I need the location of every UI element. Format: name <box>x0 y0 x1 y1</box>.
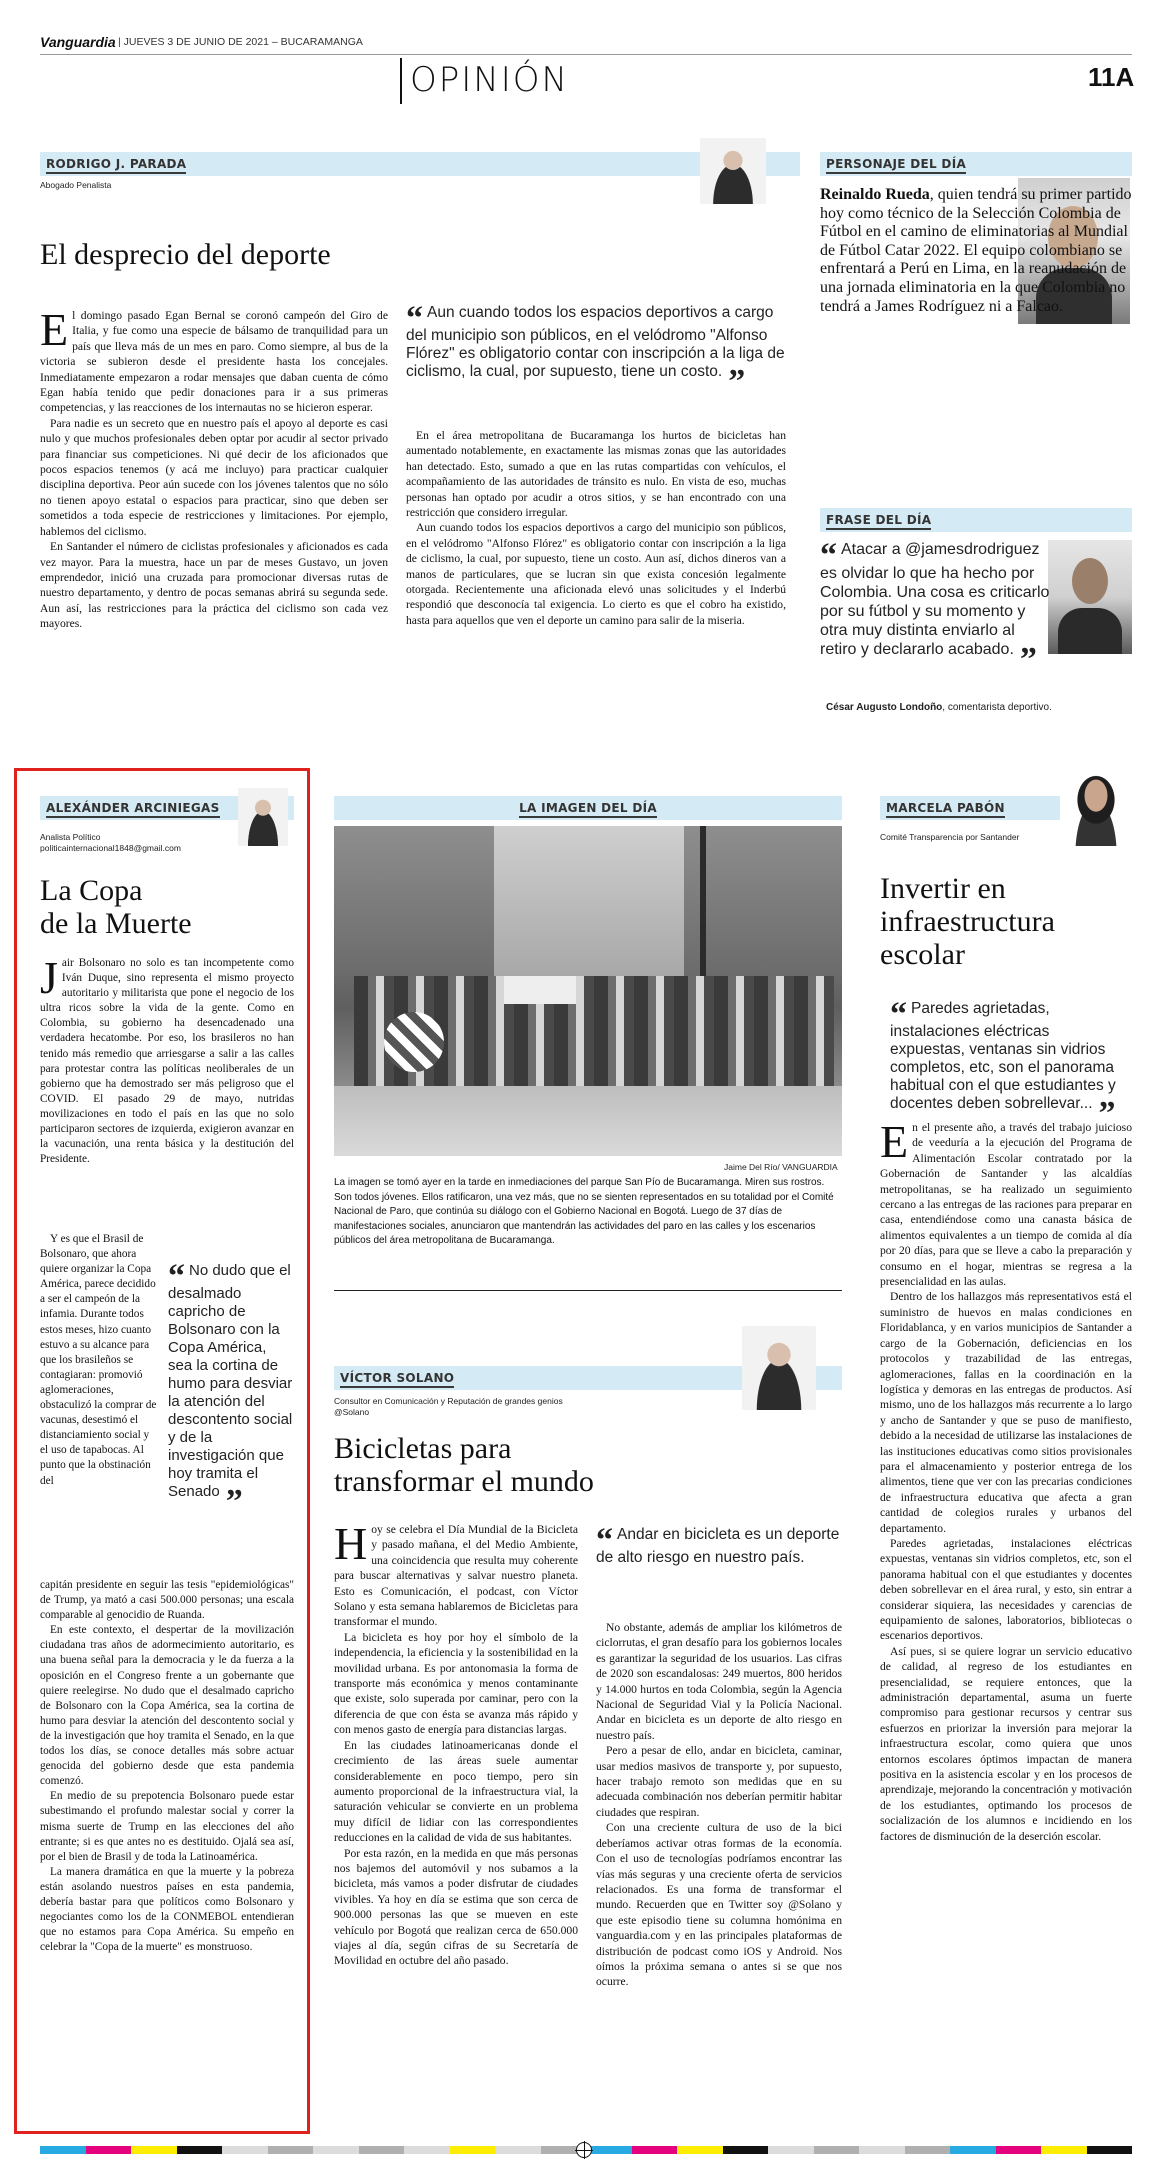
author-role: Analista Político <box>40 832 101 842</box>
pull-quote: “ Paredes agrietadas, instalaciones eléctricas expuestas, ventanas sin vidrios completos, etc, son el panorama habitual con el que estudiantes y docentes deben sobrellevar... ” <box>890 996 1116 1132</box>
drop-cap: E <box>40 304 69 355</box>
pull-quote: “ Aun cuando todos los espacios deportivos a cargo del municipio son públicos, en el velódromo "Alfonso Flórez" es obligatorio contar con inscripción a la liga de ciclismo, la cual, por supuesto, tiene un costo. ” <box>406 300 785 400</box>
author-tag: MARCELA PABÓN <box>880 796 1132 820</box>
author-avatar <box>238 788 288 846</box>
author-tag: RODRIGO J. PARADA <box>40 152 800 176</box>
article-body: El domingo pasado Egan Bernal se coronó campeón del Giro de Italia, y fue como una especie de bálsamo de tranquilidad para un país que lleva más de un mes en paro. Como siempre, al bus de la victoria se subieron desde el presidente hasta los concejales. Inmediatamente empezaron a rodar mensajes que daban cuenta de cómo Egan había tenido que pedir donaciones para ir a sus primeras competencias, y las reacciones de los internautas no se hicieron esperar. Para nadie es un secreto que en nuestro país el apoyo al deporte es casi nulo y que muchos profesionales deben optar por acudir al sector privado para financiar sus competiciones. Ni qué decir de los aficionados que pocos espacios tenemos (y acá me incluyo) para practicar cualquier disciplina deportiva. Peor aún sucede con los jóvenes talentos que no sólo no tienen apoyo estatal o espacios para practicar, sino que deben ser sometidos a toda especie de restricciones y limitaciones. Por ejemplo, hablemos del ciclismo. En Santander el número de ciclistas profesionales y aficionados es cada vez mayor. Para la muestra, hace un par de meses Gustavo, un joven emprendedor, inició una cruzada para promocionar diversas rutas de nuestro departamento, y dentro de pocas semanas abrirá su segunda sede. Aun así, las restricciones para la práctica del ciclismo son cada vez mayores. <box>40 304 388 631</box>
article-headline: Bicicletas para transformar el mundo <box>334 1432 594 1498</box>
open-quote-icon: “ <box>596 1522 613 1559</box>
drop-cap: J <box>40 952 58 1003</box>
author-role: Comité Transparencia por Santander <box>880 832 1020 842</box>
personaje-tag: PERSONAJE DEL DÍA <box>820 152 1132 176</box>
open-quote-icon: “ <box>168 1258 185 1295</box>
article-headline: La Copa de la Muerte <box>40 874 192 940</box>
frase-quote: “ Atacar a @jamesdrodriguez es olvidar lo que ha hecho por Colombia. Una cosa es criticarlo por su fútbol y su momento y otra muy distinta enviarlo al retiro y declararlo acabado. ” <box>820 537 1050 678</box>
pull-quote: “ No dudo que el desalmado capricho de Bolsonaro con la Copa América, sea la cortina de humo para desviar la atención del descontento social y de la investigación que hoy tramita el Senado ” <box>168 1258 293 1520</box>
article-body-continued: En el área metropolitana de Bucaramanga los hurtos de bicicletas han aumentado notablemente, en exactamente las mismas zonas que las autoridades han detectado. Esto, sumado a que en las rutas compartidas con vehículos, el acompañamiento de las autoridades de tránsito es nulo. En vista de eso, muchas personas han optado por acudir a otros sitios, y se han encontrado con una restricción que considero irregular. Aun cuando todos los espacios deportivos a cargo del municipio son públicos, en el velódromo "Alfonso Flórez" es obligatorio contar con inscripción a la liga de ciclismo, la cual, por supuesto, tiene un costo. Aun así, dichos dineros van a manos de particulares, que se lucran sin que exista concesión legalmente otorgada. Recientemente una aficionada elevó unas solicitudes y el Inderbú respondió que desconocía tal exigencia. Lo cierto es que el cobro ha existido, hasta para aquellos que ven el deporte un camino para salir de la miseria. <box>406 429 786 627</box>
close-quote-icon: ” <box>728 363 746 400</box>
author-tag: ALEXÁNDER ARCINIEGAS <box>40 796 294 820</box>
article-headline: Invertir en infraestructura escolar <box>880 872 1055 971</box>
drop-cap: H <box>334 1518 368 1569</box>
article-body: En el presente año, a través del trabajo juicioso de veeduría a la ejecución del Programa de Alimentación Escolar contratado por la Gobernación de Santander y las alcaldías metropolitanas, se ha realizado un seguimiento cercano a las entregas de las raciones para preparar en casa, entendiéndose como una canasta básica de alimentos equivalentes a un tiempo de comida al día por 20 días, para que se lleve a cabo la preparación y consumo en el hogar, mientras se regresa a la presencialidad en las aulas. Dentro de los hallazgos más representativos está el suministro de huevos en malas condiciones en Floridablanca, y en varios municipios de Santander a cargo de la Gobernación, deficiencias en los protocolos y trazabilidad de las entregas, aglomeraciones, fallas en la coordinación en la logística y demoras en las entregas de productos. Así mismo, uno de los hallazgos más recurrente a lo largo y ancho de Santander y que se puso de manifiesto, debido a la necesidad de utilizarse las instalaciones de las instituciones educativas como sitios provisionales para el almacenamiento y posterior entrega de los alimentos, tiene que ver con las precarias condiciones de infraestructura educativa que afecta a gran cantidad de colegios rurales y urbanos del departamento. Paredes agrietadas, instalaciones eléctricas expuestas, ventanas sin vidrios completos, etc, son el panorama habitual con el que estudiantes y docentes deben sobrellevar en el área rural, y esto, sin entrar a considerar siquiera, las necesidades y carencias de equipamiento de salones, laboratorios, bibliotecas o escenarios deportivos. Así pues, si se quiere lograr un servicio educativo de calidad, al regreso de los estudiantes en presencialidad, se requiere entonces, que la administración departamental, asuma un fuerte compromiso para gestionar recursos y centrar sus esfuerzos en priorizar la inversión para mejorar la infraestructura escolar, como quiera que unos entornos escolares óptimos impactan de manera positiva en la asistencia escolar y en los procesos de aprendizaje, mejorando la concentración y motivación de los estudiantes, optimando los procesos de socialización de los alumnos e incidiendo en los factores de disminución de la deserción escolar. <box>880 1116 1132 1843</box>
open-quote-icon: “ <box>890 996 907 1033</box>
personaje-name: Reinaldo Rueda <box>820 186 930 203</box>
close-quote-icon: ” <box>1019 641 1037 678</box>
article-body: Jair Bolsonaro no solo es tan incompetente como Iván Duque, sino representa el mismo proyecto autoritario y militarista que pone el negocio de los ultra ricos sobre la vida de la gente. Como en Colombia, su gobierno ha desencadenado una verdadera hecatombe. Por eso, los brasileros no han tenido más remedio que arriesgarse a salir a las calles para protestar contra las políticas neoliberales de un gobierno que ha demostrado ser más peligroso que el COVID. El pasado 29 de mayo, nutridas movilizaciones en todo el país en las que no solo participaron sectores de izquierda, exigieron avanzar en la vacunación, una renta básica y la destitución del Presidente. <box>40 952 294 1166</box>
author-role: Consultor en Comunicación y Reputación de grandes genios <box>334 1396 563 1406</box>
article-body-continued: capitán presidente en seguir las tesis "epidemiológicas" de Trump, ya mató a casi 500.000 personas; una escala comparable al genocidio de Ruanda. En este contexto, el despertar de la movilización ciudadana tras años de adormecimiento autoritario, es una buena señal para la democracia y le da fuerza a la oposición en el Congreso frente a un gobernante que quiere reelegirse. No dudo que el desalmado capricho de Bolsonaro con la Copa América, sea la cortina de humo para desviar la atención del descontento social y de la investigación que hoy tramita el Senado, en la que todos los días, se conoce detalles más sobre actuar genocida del gobierno desde que esta pandemia comenzó. En medio de su prepotencia Bolsonaro puede estar subestimando el profundo malestar social y correr la misma suerte de Trump en las elecciones del año entrante; si es que antes no es destituido. Ojalá sea así, por el bien de Brasil y de toda la Latinoamérica. La manera dramática en que la muerte y la pobreza están asolando nuestros países en esta pandemia, debería bastar para que políticos como Bolsonaro y negociantes como los de la CONMEBOL entendieran que no estamos para Copa América. Su empeño en celebrar la "Copa de la muerte" es monstruoso. <box>40 1579 294 1954</box>
frase-author: César Augusto Londoño, comentarista deportivo. <box>826 702 1052 713</box>
imagen-tag: LA IMAGEN DEL DÍA <box>334 796 842 820</box>
article-body: Hoy se celebra el Día Mundial de la Bicicleta y pasado mañana, el del Medio Ambiente, una coincidencia que resulta muy coherente para buscar alternativas y salvar nuestro planeta. Esto es Comunicación, el podcast, con Víctor Solano y esta semana hablaremos de Bicicletas para transformar el mundo. La bicicleta es hoy por hoy el símbolo de la independencia, la eficiencia y la sostenibilidad en la movilidad urbana. Es por antonomasia la forma de transporte más económica y menos contaminante que existe, solo superada por caminar, pero con la diferencia de que con ésta se avanza más rápido y con menos gasto de energía para distancias largas. En las ciudades latinoamericanas donde el crecimiento de las áreas suele aumentar considerablemente en poco tiempo, pero sin aumento proporcional de la infraestructura vial, la saturación vehicular se convierte en un problema muy difícil de lidiar con las correspondientes reducciones en la calidad de vida de sus habitantes. Por esta razón, en la medida en que más personas nos bajemos del automóvil y nos subamos a la bicicleta, más vamos a poder disfrutar de ciudades vivibles. Ya hoy en día se estima que son cerca de 900.000 personas las que se mueven en este vehículo por Bogotá que realizan cerca de 650.000 viajes al día, según cifras de su Secretaría de Movilidad en octubre del año pasado. <box>334 1518 578 1968</box>
personaje-text: Reinaldo Rueda, quien tendrá su primer partido hoy como técnico de la Selección Colombia de Fútbol en el camino de eliminatorias al Mundial de Fútbol Catar 2022. El equipo colombiano se enfrentará a Perú en Lima, en la reanudación de una jornada eliminatoria en la que Colombia no tendrá a James Rodríguez ni a Falcao. <box>820 186 1132 315</box>
photo-credit: Jaime Del Río/ VANGUARDIA <box>724 1162 838 1172</box>
author-email: politicainternacional1848@gmail.com <box>40 843 181 853</box>
protest-photo <box>334 826 842 1156</box>
section-rule <box>334 1290 842 1291</box>
author-avatar <box>742 1326 816 1410</box>
frase-photo <box>1048 540 1132 654</box>
photo-caption: La imagen se tomó ayer en la tarde en inmediaciones del parque San Pío de Bucaramanga. Miren sus rostros. Son todos jóvenes. Ellos ratificaron, una vez más, que no se sienten representados en su totalidad por el Comité Nacional de Paro, que continúa su diálogo con el Gobierno Nacional en Bogotá. Luego de 37 días de manifestaciones sociales, anunciaron que mantendrán las actividades del paro en las calles y los escenarios públicos del área metropolitana de Bucaramanga. <box>334 1177 834 1246</box>
section-divider <box>400 58 402 104</box>
author-handle: @Solano <box>334 1407 370 1417</box>
author-avatar <box>1060 762 1132 846</box>
article-body-continued: No obstante, además de ampliar los kilómetros de ciclorrutas, el gran desafío para los gobiernos locales es garantizar la seguridad de los usuarios. Las cifras de 2020 son escandalosas: 249 muertos, 800 heridos y 14.000 hurtos en toda Colombia, según la Agencia Nacional de Seguridad Vial y la Policía Nacional. Andar en bicicleta es un deporte de alto riesgo en nuestro país. Pero a pesar de ello, andar en bicicleta, caminar, usar medios masivos de transporte y, por supuesto, hacer trabajo remoto son medidas que en su adecuada combinación nos deberían permitir habitar ciudades que respiran. Con una creciente cultura de uso de la bici deberíamos activar otras formas de la economía. Con el uso de tecnologías podríamos encontrar las vías más seguras y una creciente oferta de servicios relacionados. Es una forma de transformar el mundo. Recuerden que en Twitter soy @Solano y que este episodio tiene su columna homónima en vanguardia.com y en las principales plataformas de distribución de podcast como iOS y Android. Nos oímos la próxima semana o antes si se que nos ocurre. <box>596 1621 842 1989</box>
registration-mark-icon <box>576 2142 592 2158</box>
author-tag: VÍCTOR SOLANO <box>334 1366 842 1390</box>
article-headline: El desprecio del deporte <box>40 238 331 271</box>
open-quote-icon: “ <box>406 300 423 337</box>
masthead-rule <box>40 54 1132 55</box>
newspaper-logo: Vanguardia <box>40 34 116 50</box>
page-number: 11A <box>1088 62 1135 92</box>
article-body-narrow: Y es que el Brasil de Bolsonaro, que ahora quiere organizar la Copa América, parece decidido a ser el campeón de la infamia. Durante todos estos meses, hizo cuanto estuvo a su alcance para que los brasileños se contagiaran: promovió aglomeraciones, obstaculizó la comprar de vacunas, desestimó el distanciamiento social y el uso de tapabocas. Al punto que la obstinación del <box>40 1233 157 1487</box>
author-role: Abogado Penalista <box>40 180 112 190</box>
drop-cap: E <box>880 1116 909 1167</box>
section-title: OPINIÓN <box>410 60 569 100</box>
date-line: | JUEVES 3 DE JUNIO DE 2021 – BUCARAMANGA <box>118 36 363 48</box>
author-avatar <box>700 138 766 204</box>
close-quote-icon: ” <box>225 1483 243 1520</box>
close-quote-icon: ” <box>1098 1095 1116 1132</box>
open-quote-icon: “ <box>820 537 837 574</box>
frase-tag: FRASE DEL DÍA <box>820 508 1132 532</box>
pull-quote: “ Andar en bicicleta es un deporte de alto riesgo en nuestro país. <box>596 1522 840 1566</box>
